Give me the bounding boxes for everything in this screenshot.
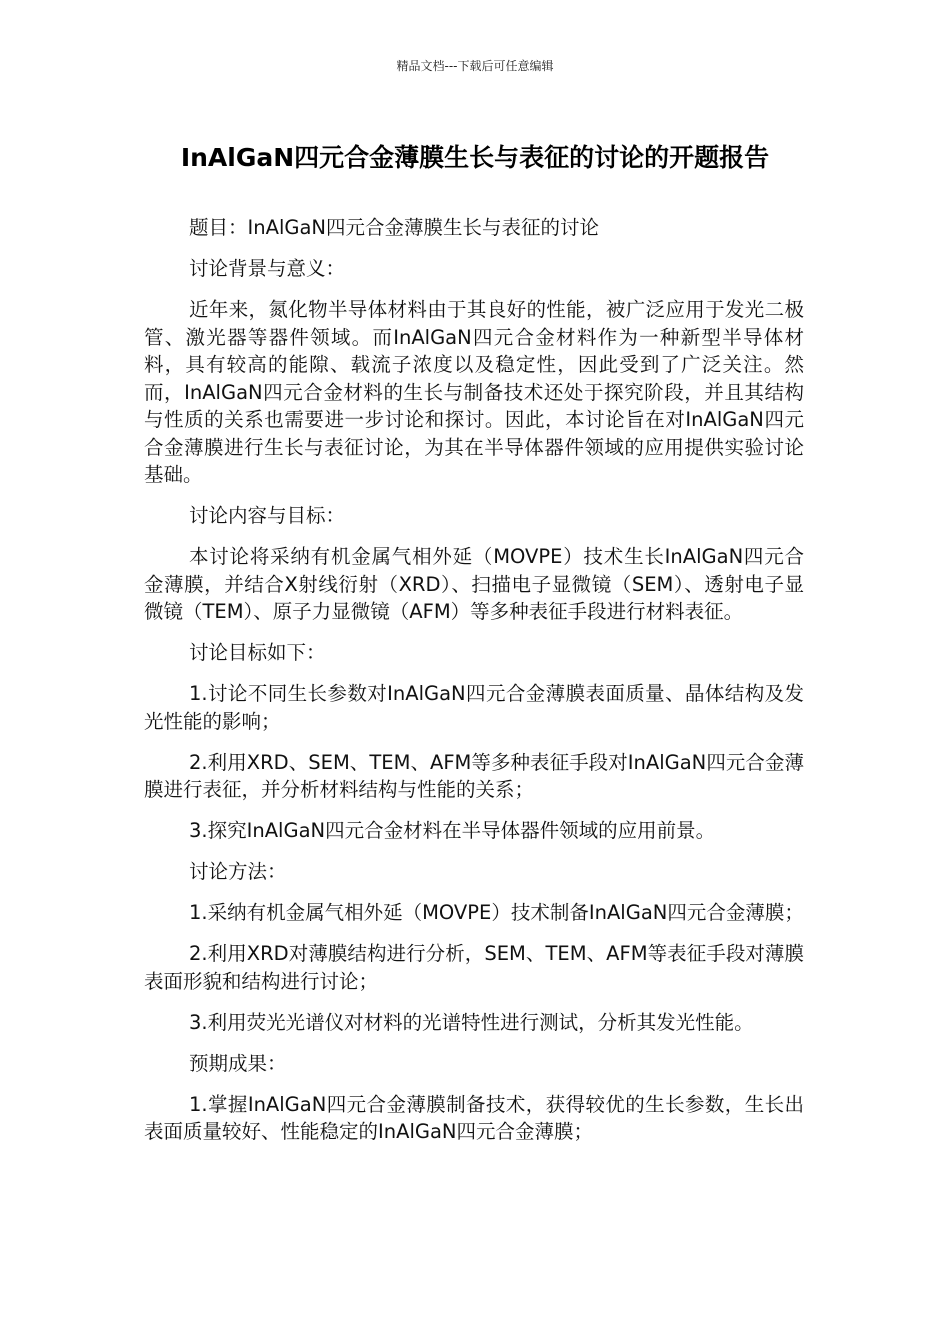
list-item-method-2: 2.利用XRD对薄膜结构进行分析，SEM、TEM、AFM等表征手段对薄膜表面形貌和结构进行讨论；	[144, 942, 804, 993]
list-item-result-1: 1.掌握InAlGaN四元合金薄膜制备技术，获得较优的生长参数，生长出表面质量较好、性能稳定的InAlGaN四元合金薄膜；	[144, 1092, 804, 1143]
heading-methods: 讨论方法：	[189, 860, 287, 883]
heading-content-goals: 讨论内容与目标：	[189, 504, 346, 527]
document-title: InAlGaN四元合金薄膜生长与表征的讨论的开题报告	[180, 143, 770, 172]
heading-goals: 讨论目标如下：	[189, 641, 326, 664]
heading-background: 讨论背景与意义：	[189, 257, 346, 280]
list-item-goal-3: 3.探究InAlGaN四元合金材料在半导体器件领域的应用前景。	[189, 819, 716, 842]
paragraph-content: 本讨论将采纳有机金属气相外延（MOVPE）技术生长InAlGaN四元合金薄膜，并结合X射线衍射（XRD）、扫描电子显微镜（SEM）、透射电子显微镜（TEM）、原子力显微镜（AFM）等多种表征手段进行材料表征。	[144, 545, 804, 623]
document-body	[144, 214, 804, 1159]
list-item-goal-2: 2.利用XRD、SEM、TEM、AFM等多种表征手段对InAlGaN四元合金薄膜进行表征，并分析材料结构与性能的关系；	[144, 750, 804, 801]
header-note: 精品文档---下载后可任意编辑	[396, 59, 554, 73]
paragraph-background: 近年来，氮化物半导体材料由于其良好的性能，被广泛应用于发光二极管、激光器等器件领域。而InAlGaN四元合金材料作为一种新型半导体材料，具有较高的能隙、载流子浓度以及稳定性，因此受到了广泛关注。然而，InAlGaN四元合金材料的生长与制备技术还处于探究阶段，并且其结构与性质的关系也需要进一步讨论和探讨。因此，本讨论旨在对InAlGaN四元合金薄膜进行生长与表征讨论，为其在半导体器件领域的应用提供实验讨论基础。	[144, 298, 804, 486]
list-item-method-3: 3.利用荧光光谱仪对材料的光谱特性进行测试，分析其发光性能。	[189, 1010, 754, 1034]
list-item-goal-1: 1.讨论不同生长参数对InAlGaN四元合金薄膜表面质量、晶体结构及发光性能的影响；	[144, 682, 804, 733]
heading-expected-results: 预期成果：	[189, 1051, 287, 1075]
paragraph-topic: 题目：InAlGaN四元合金薄膜生长与表征的讨论	[189, 216, 600, 239]
list-item-method-1: 1.采纳有机金属气相外延（MOVPE）技术制备InAlGaN四元合金薄膜；	[189, 901, 804, 924]
